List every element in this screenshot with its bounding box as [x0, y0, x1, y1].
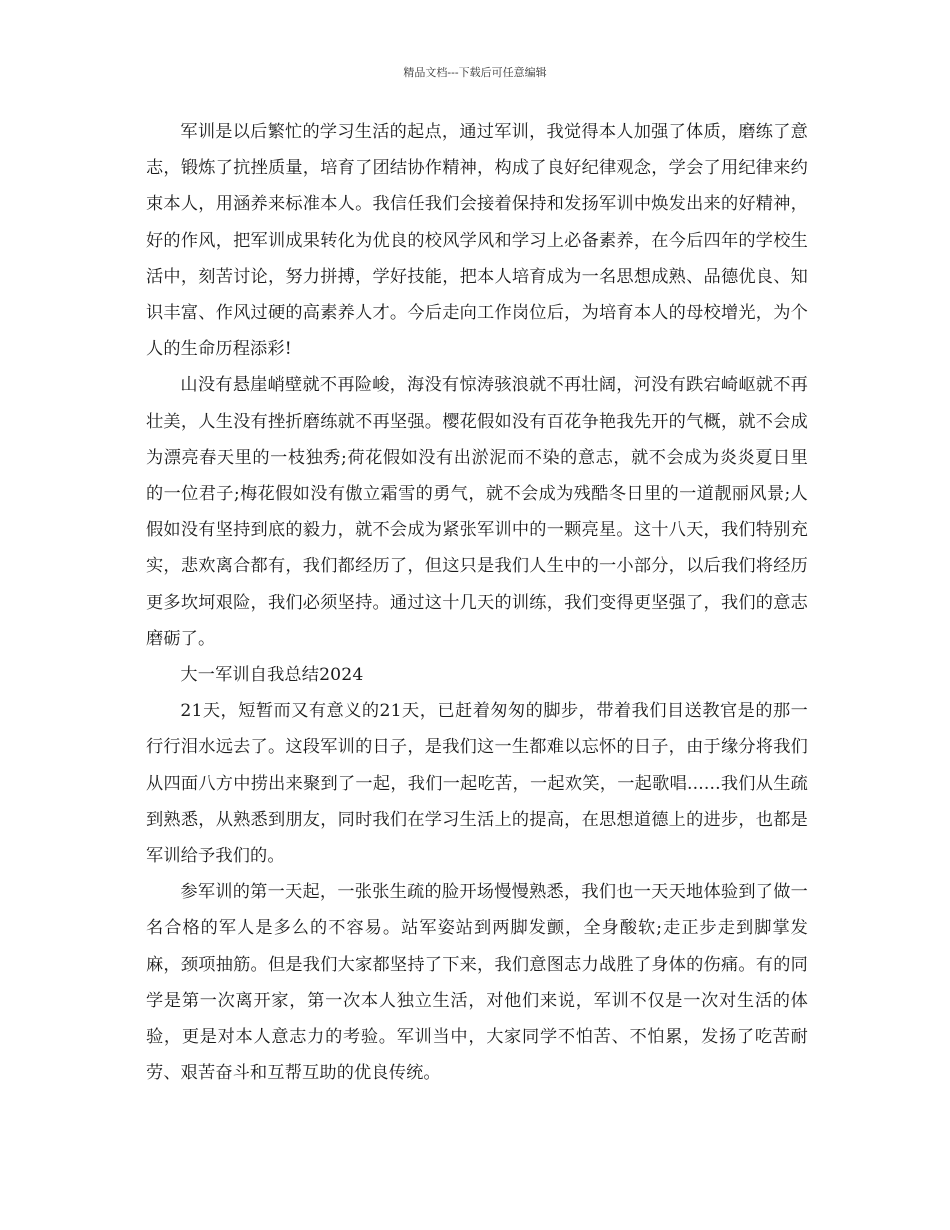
section-heading: 大一军训自我总结2024 [180, 665, 364, 686]
document-body [146, 114, 808, 1091]
paragraph: 山没有悬崖峭壁就不再险峻，海没有惊涛骇浪就不再壮阔，河没有跌宕崎岖就不再壮美，人生没有挫折磨练就不再坚强。樱花假如没有百花争艳我先开的气概，就不会成为漂亮春天里的一枝独秀;荷花假如没有出淤泥而不染的意志，就不会成为炎炎夏日里的一位君子;梅花假如没有傲立霜雪的勇气，就不会成为残酷冬日里的一道靓丽风景;人假如没有坚持到底的毅力，就不会成为紧张军训中的一颗亮星。这十八天，我们特别充实，悲欢离合都有，我们都经历了，但这只是我们人生中的一小部分，以后我们将经历更多坎坷艰险，我们必须坚持。通过这十几天的训练，我们变得更坚强了，我们的意志磨砺了。 [146, 375, 808, 649]
paragraph: 21天，短暂而又有意义的21天，已赶着匆匆的脚步，带着我们目送教官是的那一行行泪水远去了。这段军训的日子，是我们这一生都难以忘怀的日子，由于缘分将我们从四面八方中捞出来聚到了一起，我们一起吃苦，一起欢笑，一起歌唱......我们从生疏到熟悉，从熟悉到朋友，同时我们在学习生活上的提高，在思想道德上的进步，也都是军训给予我们的。 [146, 701, 808, 867]
page-header: 精品文档---下载后可任意编辑 [403, 66, 547, 79]
paragraph: 军训是以后繁忙的学习生活的起点，通过军训，我觉得本人加强了体质，磨练了意志，锻炼了抗挫质量，培育了团结协作精神，构成了良好纪律观念，学会了用纪律来约束本人，用涵养来标准本人。我信任我们会接着保持和发扬军训中焕发出来的好精神，好的作风，把军训成果转化为优良的校风学风和学习上必备素养，在今后四年的学校生活中，刻苦讨论，努力拼搏，学好技能，把本人培育成为一名思想成熟、品德优良、知识丰富、作风过硬的高素养人才。今后走向工作岗位后，为培育本人的母校增光，为个人的生命历程添彩! [146, 122, 808, 360]
paragraph: 参军训的第一天起，一张张生疏的脸开场慢慢熟悉，我们也一天天地体验到了做一名合格的军人是多么的不容易。站军姿站到两脚发颤，全身酸软;走正步走到脚掌发麻，颈项抽筋。但是我们大家都坚持了下来，我们意图志力战胜了身体的伤痛。有的同学是第一次离开家，第一次本人独立生活，对他们来说，军训不仅是一次对生活的体验，更是对本人意志力的考验。军训当中，大家同学不怕苦、不怕累，发扬了吃苦耐劳、艰苦奋斗和互帮互助的优良传统。 [146, 882, 809, 1084]
